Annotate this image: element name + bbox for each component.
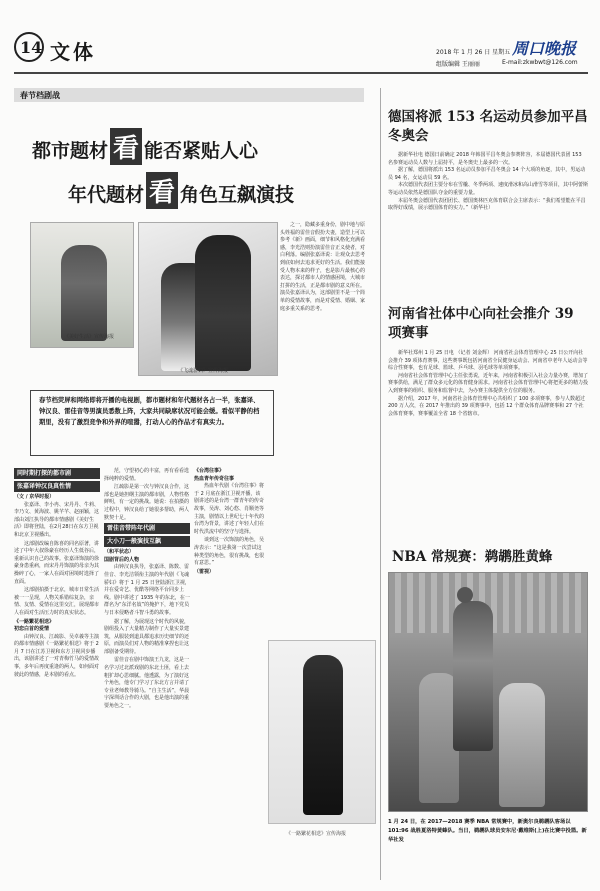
col2-text-2: 江疏影是第一次与钟汉良合作，这部也是她担纲主演的都市剧，人物性格鲜明，有一定的挑战。她说：在拍摄的过程中，钟汉良给了她很多帮助，两人默契十足。 bbox=[104, 484, 190, 521]
col1-text-1: 张嘉译、李小冉、宋丹丹、牛莉、李乃文、黄海波、姚芊芊、赵丽颖，这部由刘江执导的都市情感剧《美好生活》即将登陆，在2月28日在东方卫视和北京卫视播出。 bbox=[14, 501, 100, 538]
col2-subhead: 雷佳音带阵年代剧 bbox=[104, 523, 190, 534]
col3-sub: 热血青年传奇往事 bbox=[194, 475, 235, 482]
col1-subhead: 同时期打探的都市剧 bbox=[14, 468, 100, 479]
column-divider bbox=[380, 88, 381, 880]
page-header bbox=[14, 14, 588, 70]
col1-byline: （文 / 京华时报） bbox=[14, 494, 55, 500]
newspaper-logo: 周口晚报 bbox=[512, 39, 577, 58]
feature-tag: 春节档剧战 bbox=[14, 88, 364, 102]
player-figure-shooter bbox=[453, 601, 493, 751]
headline-1-pre: 都市题材 bbox=[32, 140, 109, 162]
poster-caption-2: 《飞魂骄妇》宣传海报 bbox=[178, 368, 229, 374]
col1-text-2: 这部剧改编自陈喜的同名原著，讲述了中年大叔徐豪在经历人生低谷后，重新认识自己的故事。张嘉译饰演的徐豪身患重病，而宋丹丹饰演的母亲为其操碎了心，一家人在面对困境时选择了直面。 bbox=[14, 540, 100, 585]
editor-credit: 组版编辑 王丽丽 bbox=[436, 61, 480, 68]
headline-1-post: 能否紧贴人心 bbox=[144, 140, 259, 162]
poster-figure bbox=[61, 245, 107, 341]
article-body-olympics bbox=[388, 152, 588, 213]
henan-text-3: 据介绍，2017 年，河南省社会体育管理中心共组织了 100 多项赛事，参与人数超过 200 万人次，在 2017 年推出的 39 项赛事中，包括 12 个群众体育品牌赛事和 27 个社会体育赛事，赛事覆盖全省 18 个省辖市。 bbox=[388, 395, 586, 417]
poster-photo-3 bbox=[268, 640, 376, 824]
col2-subhead-b: 大小刀一般演技互飙 bbox=[104, 536, 190, 547]
col3-byline: （雷视） bbox=[194, 568, 215, 575]
olympics-text-3: 本次德国代表团主要分布在雪橇、冬季两项、速度滑冰和高山滑雪等项目，其中阿蕾斯等运动员依然是德国队夺金的重要力量。 bbox=[388, 182, 589, 196]
header-rule bbox=[14, 72, 588, 74]
poster-figure-man bbox=[195, 235, 251, 371]
poster-figure bbox=[303, 655, 343, 815]
poster-photo-2 bbox=[138, 222, 278, 376]
feature-right-text: 之一，隐藏多重身份，剧中地与原头姓福的雷佳音假扮夫妻，造型上可以参考《新》画面，细节和风格化充满看感，李光浩则扮演雷佳音正义使者，对白利落。编剧张嘉译说：让观众去思考到底如何去追求更好的生活。我们能接受人物本来的样子，也是影片最核心的表达，探讨都市人的情感困境，大城市打拼的生活，正是都市剧的意义所在。演员张嘉译认为，这部剧里不是一个简单的爱情故事，而是对爱情、婚姻、家庭多重关系的思考。 bbox=[280, 222, 366, 312]
henan-text-2: 河南省社会体育管理中心主任张勇说，近年来，河南省积极引入社会力量办赛，增加了赛事供给，满足了群众多元化的体育健身需求。河南省社会体育管理中心将把更多的精力投入到赛事的组织、服务和监督中去，为办赛主体提供全方位的服务。 bbox=[388, 372, 589, 394]
col1-sub2b: 初恋白首的爱情 bbox=[14, 626, 50, 633]
nba-photo bbox=[388, 572, 588, 812]
feature-right-column bbox=[280, 222, 368, 450]
summary-box: 春节档荧屏和网络即将开播的电视剧，都市题材和年代题材各占一半，张嘉译、钟汉良、雷佳音等男演员悉数上阵，大家共同缺席状况可能会缓。看似平静的档期里，没有了激烈竞争和外界的喧嚣，打动人心的作品才有真实力。 bbox=[30, 390, 274, 456]
player-figure bbox=[499, 683, 545, 807]
nba-caption: 1 月 24 日，在 2017—2018 赛季 NBA 常规赛中，新奥尔良鹈鹕队客场以 101:96 战胜夏洛特黄蜂队。当日，鹈鹕队球员安东尼·戴维斯(上)在比赛中投篮。新华社发 bbox=[388, 819, 587, 843]
article-title-henan: 河南省社体中心向社会推介 39 项赛事 bbox=[388, 306, 574, 341]
col2-text-3: 由钟汉良执导，张嘉译、陈数、雷佳音、李光洁领衔主演的年代剧《飞魂骄妇》将于 1 月 25 日登陆浙江卫视，并在爱奇艺、优酷等网络平台同步上线。剧中讲述了 1935 年的东北，在一群名为“东洋名妓”的掩护下，地下党员与日本侵略者斗智斗勇的故事。 bbox=[104, 564, 190, 616]
col2-sublabel: 国剧背后的人物 bbox=[104, 556, 140, 563]
article-title-nba: NBA 常规赛：鹈鹕胜黄蜂 bbox=[392, 549, 553, 565]
poster-photo-1 bbox=[30, 222, 134, 348]
col2-text-5: 雷佳音在剧中饰演王九龙，这是一名学习过北派戏剧的东北土匪，看上去粗犷却心思细腻。他透露，为了演好这个角色，他专门学习了东北方言并请了专业老师教导骑马。“自主生活”，华晨宇深圳话合作的大剧，也是他出演的重要角色之一。 bbox=[104, 657, 190, 710]
article-title-olympics: 德国将派 153 名运动员参加平昌冬奥会 bbox=[388, 109, 588, 144]
col3-text-1: 热血年代剧《台湾往事》将于 2 月底在浙江卫视开播，该剧讲述的是台湾一群青年的传奇故事，吴涛、刘心悠、肖顺尧等主演，剧情以上世纪七十年代的台湾为背景，讲述了年轻人们在时代洪流中的坚守与选择。 bbox=[194, 483, 265, 535]
col3-text-2: 谈到这一次饰演的角色，吴涛表示：“这是我第一次尝试这种类型的角色，很有挑战，也很有意思。” bbox=[194, 537, 265, 567]
col2-text-1: 范，守望初心的丰富，再有看看选择纯粹的爱情。 bbox=[104, 468, 190, 482]
poster-caption-3: 《一路繁花相送》宣传海报 bbox=[286, 831, 347, 837]
poster-caption-1: 《美好生活》宣传海报 bbox=[64, 334, 115, 340]
headline-line-2 bbox=[68, 172, 294, 209]
section-title: 文体 bbox=[50, 40, 96, 64]
headline-2-big: 看 bbox=[146, 172, 178, 209]
col2-byline: （和平状态） bbox=[104, 549, 135, 556]
col1-text-4: 由钟汉良、江疏影、吴卓羲等主演的都市情感剧《一路繁花相送》将于 2 月 7 日在江苏卫视和东方卫视同步播出，该剧讲述了一对青梅竹马的爱情故事，多年后再度重逢的两人，如何面对彼此的情感，是本剧的看点。 bbox=[14, 633, 100, 678]
editor-email: E-mail:zkwbwt@126.com bbox=[502, 59, 578, 66]
lower-col-1 bbox=[14, 468, 100, 680]
col1-text-3: 这部剧拍摄于北京，城市日常生活被一一呈现，人物关系错综复杂，亲情、友情、爱情在这里交汇，展现都市人在面对生活压力时的真实状态。 bbox=[14, 587, 100, 616]
page-number: 14 bbox=[20, 38, 43, 57]
lower-col-3 bbox=[194, 468, 264, 576]
lower-col-2 bbox=[104, 468, 190, 712]
olympics-text-4: 本届冬奥会德国代表团团长、德国奥林匹克体育联合会主席表示：“我们希望能在平昌取得好成绩，展示德国体育的实力。”（新华社） bbox=[388, 197, 586, 212]
col1-sub2: 《一路繁花相送》 bbox=[14, 618, 55, 625]
issue-date: 2018 年 1 月 26 日 星期五 bbox=[436, 49, 511, 56]
henan-text-1: 新华社郑州 1 月 25 日电 （记者 刘金辉） 河南省社会体育管理中心 25 日公开向社会推介 39 项体育赛事，这些赛事既包括河南省全民健身运动会、河南省中老年人运动会等综合性赛事，也有足球、篮球、乒乓球、羽毛球等单项赛事。 bbox=[388, 350, 588, 372]
basketball bbox=[457, 587, 473, 603]
col2-text-4: 据了解，为展现这个时代的风貌，剧组投入了大量精力制作了大量实景建筑，从服装到道具都追求历史细节的还原，而演员们对人物的精准拿捏也让这部剧备受期待。 bbox=[104, 618, 190, 655]
col1-subhead-b: 张嘉译钟汉良真性情 bbox=[14, 481, 100, 492]
olympics-text-2: 据了解，德国将派出 153 名运动员参加平昌冬奥会 14 个大项的角逐，其中，男运动员 94 名，女运动员 59 名。 bbox=[388, 167, 586, 181]
col3-title: 《台湾往事》 bbox=[194, 468, 225, 474]
headline-line-1 bbox=[32, 128, 258, 165]
headline-2-pre: 年代题材 bbox=[68, 184, 145, 206]
headline-1-big: 看 bbox=[110, 128, 142, 165]
article-body-henan bbox=[388, 350, 588, 418]
headline-2-post: 角色互飙演技 bbox=[180, 184, 295, 206]
olympics-text-1: 据新华社电 德国日前确定 2018 年韩国平昌冬奥会参赛阵容，本届德国代表团 153 名参赛运动员人数与上届持平，是冬奥史上最多的一次。 bbox=[388, 152, 582, 166]
